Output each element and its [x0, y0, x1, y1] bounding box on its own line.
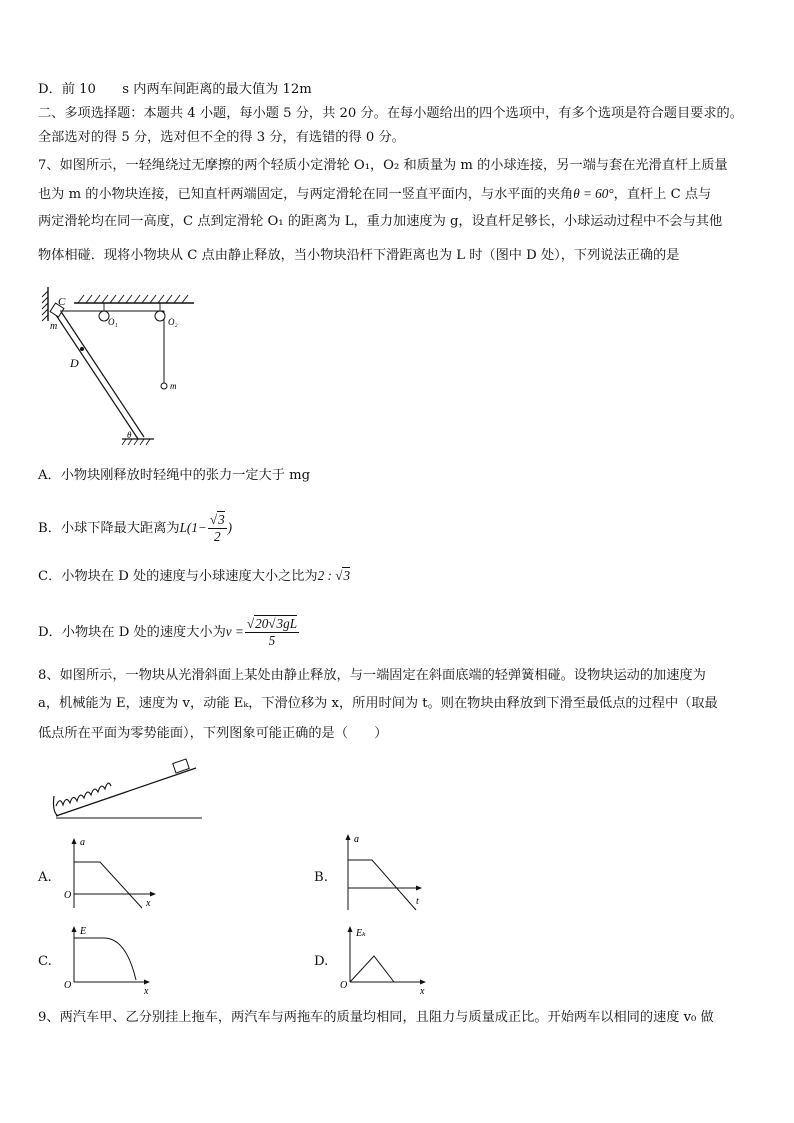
q7-stem-line3: 两定滑轮均在同一高度，C 点到定滑轮 O₁ 的距离为 L，重力加速度为 g，设直杆足够长，小球运动过程中不会与其他: [38, 214, 723, 229]
q7-b-denominator: 2: [213, 529, 221, 544]
q7-stem-line2-a: 也为 m 的小物块连接，已知直杆两端固定，与两定滑轮在同一竖直平面内，与水平面的夹角: [38, 187, 574, 202]
label-m-block: m: [50, 321, 58, 332]
graph-b-xlabel: t: [416, 896, 419, 907]
q7-c-radicand: 3: [343, 568, 351, 583]
q7-c-ratio: 2 :: [317, 568, 336, 583]
q8-graph-d: [340, 924, 436, 998]
q9-stem-line1: 9、两汽车甲、乙分别挂上拖车，两汽车与两拖车的质量均相同，且阻力与质量成正比。开始两车以相同的速度 v₀ 做: [38, 1010, 714, 1025]
graph-d-xlabel: x: [420, 986, 425, 997]
graph-b-ylabel: a: [354, 834, 359, 845]
q7-option-c: C．小物块在 D 处的速度与小球速度大小之比为2 : √3: [38, 568, 351, 584]
q7-option-b: [38, 512, 232, 545]
graph-a-ylabel: a: [80, 837, 85, 848]
q8-option-a-label: A.: [38, 870, 52, 885]
q7-d-num-b: gL: [283, 616, 298, 631]
q7-d-fraction: $\frac{√20√3gL}{5}$: [246, 616, 298, 648]
q7-d-num-a: 20: [255, 616, 269, 631]
q7-d-num-rad: 3: [276, 616, 284, 631]
q7-option-d: [38, 616, 300, 649]
q7-stem-line4: 物体相碰．现将小物块从 C 点由静止释放，当小物块沿杆下滑距离也为 L 时（图中 D 处），下列说法正确的是: [38, 248, 680, 263]
label-o1: O₁: [108, 317, 118, 327]
q7-stem-line2-b: ，直杆上 C 点与: [613, 187, 712, 202]
q6-option-d: D．前 10 s 内两车间距离的最大值为 12m: [38, 82, 312, 97]
q7-d-text: D．小物块在 D 处的速度大小为: [38, 625, 226, 640]
q7-b-l: L: [179, 520, 187, 535]
graph-a-xlabel: x: [146, 898, 151, 909]
q7-theta: θ = 60°: [573, 186, 614, 201]
label-m-ball: m: [170, 381, 177, 391]
q8-stem-line1: 8、如图所示，一物块从光滑斜面上某处由静止释放，与一端固定在斜面底端的轻弹簧相碰。设物块运动的加速度为: [38, 668, 706, 683]
q8-graph-a: [64, 836, 160, 912]
q7-option-a: A．小物块刚释放时轻绳中的张力一定大于 mg: [38, 468, 311, 483]
q7-b-text: B．小球下降最大距离为: [38, 521, 180, 536]
section2-rules: 全部选对的得 5 分，选对但不全的得 3 分，有选错的得 0 分。: [38, 130, 405, 145]
q8-stem-line3: 低点所在平面为零势能面），下列图象可能正确的是（ ）: [38, 726, 388, 741]
graph-c-origin: O: [64, 980, 72, 991]
label-c: C: [58, 296, 66, 308]
q7-b-paren: (1−: [186, 520, 207, 535]
q8-option-b-label: B.: [314, 870, 328, 885]
q8-stem-line2: a，机械能为 E，速度为 v，动能 Eₖ，下滑位移为 x，所用时间为 t。则在物块由释放到下滑至最低点的过程中（取最: [38, 696, 718, 711]
q7-stem-line1: 7、如图所示，一轻绳绕过无摩擦的两个轻质小定滑轮 O₁，O₂ 和质量为 m 的小球连接，另一端与套在光滑直杆上质量: [38, 158, 728, 173]
q7-d-denominator: 5: [268, 633, 276, 648]
q7-stem-line2: [38, 184, 711, 205]
q8-graph-b: [340, 832, 430, 914]
graph-a-origin: O: [64, 890, 72, 901]
label-o2: O₂: [168, 317, 178, 327]
q8-graph-c: [64, 924, 160, 998]
q8-option-c-label: C.: [38, 954, 52, 969]
graph-d-origin: O: [340, 980, 348, 991]
q8-option-d-label: D.: [314, 954, 329, 969]
q7-diagram: [38, 285, 218, 445]
q7-b-fraction: $\frac{√3}{2}$: [209, 512, 225, 544]
q7-b-close: ): [227, 520, 233, 535]
q7-c-text: C．小物块在 D 处的速度与小球速度大小之比为: [38, 569, 318, 584]
label-d: D: [70, 356, 79, 370]
q8-incline-diagram: [44, 760, 204, 822]
graph-c-ylabel: E: [80, 926, 87, 937]
q7-d-v: v =: [225, 624, 244, 639]
label-theta: θ: [127, 430, 132, 440]
section2-header: 二、多项选择题：本题共 4 小题，每小题 5 分，共 20 分。在每小题给出的四个选项中，有多个选项是符合题目要求的。: [38, 106, 743, 121]
graph-d-ylabel: Eₖ: [356, 928, 366, 939]
q7-b-radicand: 3: [218, 512, 225, 527]
graph-c-xlabel: x: [144, 986, 149, 997]
